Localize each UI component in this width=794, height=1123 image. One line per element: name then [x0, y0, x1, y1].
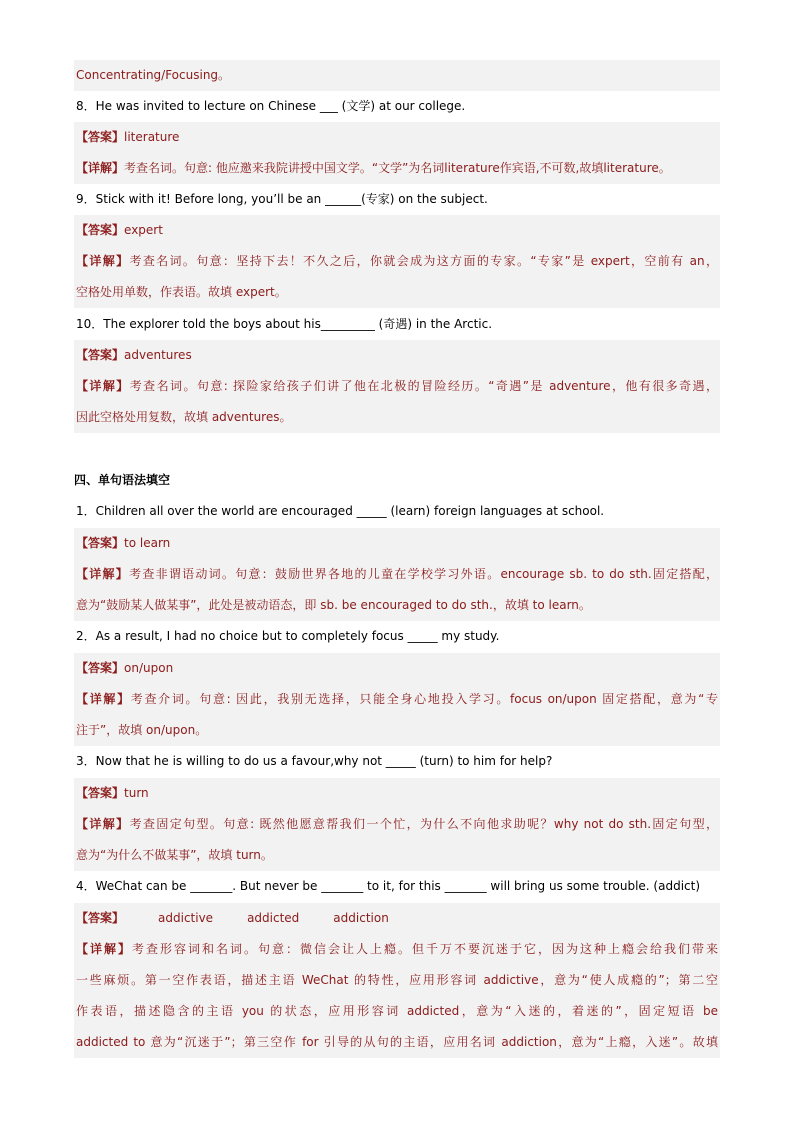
answer-label: 【答案】	[76, 786, 125, 800]
question-9	[74, 184, 720, 215]
section-heading	[74, 465, 720, 496]
question-text: 10．The explorer told the boys about his_________ (奇遇) in the Arctic.	[76, 317, 493, 331]
answer-value-3: addiction	[333, 911, 389, 925]
answer-value: turn	[124, 786, 149, 800]
answer-block-7-tail	[74, 60, 720, 91]
explanation-text: 考查名词。句意：坚持下去！不久之后，你就会成为这方面的专家。“专家”是 expert，空前有 an，	[129, 254, 718, 268]
answer-value: expert	[124, 223, 163, 237]
question-text: 2．As a result, I had no choice but to completely focus _____ my study.	[76, 629, 500, 643]
answer-value-1: addictive	[158, 911, 214, 925]
explanation-line: Concentrating/Focusing。	[76, 68, 231, 82]
explanation-text: 考查固定句型。句意: 既然他愿意帮我们一个忙，为什么不向他求助呢？why not do sth.固定句型，	[129, 817, 718, 831]
explanation-line: 一些麻烦。第一空作表语，描述主语 WeChat 的特性，应用形容词 addictive，意为“使人成瘾的”；第二空	[76, 973, 718, 987]
explanation-line	[74, 934, 720, 965]
answer-label: 【答案】	[76, 536, 125, 550]
answer-value: to learn	[124, 536, 171, 550]
question-text: 3．Now that he is willing to do us a favour,why not _____ (turn) to him for help?	[76, 754, 553, 768]
grammar-answer-block-4	[74, 903, 720, 1058]
explanation-text: 考查介词。句意: 因此，我别无选择，只能全身心地投入学习。focus on/upon 固定搭配，意为“专	[130, 692, 718, 706]
explanation-line: 意为“鼓励某人做某事”，此处是被动语态，即 sb. be encouraged to do sth.，故填 to learn。	[76, 598, 591, 612]
explanation-text: 考查非谓语动词。句意：鼓励世界各地的儿童在学校学习外语。encourage sb. to do sth.固定搭配，	[129, 567, 718, 581]
answer-label: 【答案】	[76, 348, 125, 362]
grammar-answer-block-1	[74, 528, 720, 621]
question-text: 8．He was invited to lecture on Chinese ___ (文学) at our college.	[76, 99, 466, 113]
grammar-answer-block-2	[74, 653, 720, 746]
explanation-text: 考查名词。句意: 探险家给孩子们讲了他在北极的冒险经历。“奇遇”是 adventure，他有很多奇遇，	[129, 379, 718, 393]
answer-line	[74, 778, 720, 809]
explanation-line	[74, 559, 720, 590]
answer-line	[74, 903, 720, 934]
grammar-answer-block-3	[74, 778, 720, 871]
explanation-label: 【详解】	[76, 567, 130, 581]
explanation-text: 考查名词。句意: 他应邀来我院讲授中国文学。“文学”为名词literature作宾语,不可数,故填literature。	[124, 161, 671, 175]
explanation-label: 【详解】	[76, 817, 130, 831]
explanation-line: addicted to 意为“沉迷于”；第三空作 for 引导的从句的主语，应用名词 addiction，意为“上瘾，入迷”。故填	[76, 1035, 718, 1049]
answer-line	[74, 340, 720, 371]
explanation-line	[74, 371, 720, 402]
question-text: 1．Children all over the world are encouraged _____ (learn) foreign languages at school.	[76, 504, 605, 518]
explanation-line: 空格处用单数，作表语。故填 expert。	[76, 285, 287, 299]
explanation-line	[74, 153, 720, 184]
explanation-line	[74, 684, 720, 715]
answer-value: on/upon	[124, 661, 174, 675]
grammar-question-1	[74, 496, 720, 527]
explanation-line: 因此空格处用复数，故填 adventures。	[76, 410, 292, 424]
explanation-line: 意为“为什么不做某事”，故填 turn。	[76, 848, 273, 862]
explanation-label: 【详解】	[76, 942, 132, 956]
grammar-question-3	[74, 746, 720, 777]
question-text: 9．Stick with it! Before long, you’ll be an ______(专家) on the subject.	[76, 192, 488, 206]
answer-block-10	[74, 340, 720, 433]
section-title: 四、单句语法填空	[74, 473, 171, 487]
explanation-text: 考查形容词和名词。句意：微信会让人上瘾。但千万不要沉迷于它，因为这种上瘾会给我们带来	[132, 942, 718, 956]
explanation-line: 作表语，描述隐含的主语 you 的状态，应用形容词 addicted，意为“入迷的，着迷的”，固定短语 be	[76, 1004, 718, 1018]
answer-label: 【答案】	[76, 223, 125, 237]
explanation-label: 【详解】	[76, 254, 130, 268]
answer-label: 【答案】	[76, 130, 125, 144]
answer-label: 【答案】	[76, 911, 125, 925]
answer-block-8	[74, 122, 720, 184]
explanation-label: 【详解】	[76, 379, 130, 393]
question-text: 4．WeChat can be _______. But never be _______ to it, for this _______ will bring us some trouble. (addict)	[76, 879, 701, 893]
explanation-line	[74, 246, 720, 277]
question-10	[74, 309, 720, 340]
explanation-line: 注于”，故填 on/upon。	[76, 723, 208, 737]
grammar-question-4	[74, 871, 720, 902]
answer-value: adventures	[124, 348, 192, 362]
answer-line	[74, 122, 720, 153]
answer-block-9	[74, 215, 720, 308]
explanation-label: 【详解】	[76, 161, 125, 175]
answer-line	[74, 653, 720, 684]
grammar-question-2	[74, 621, 720, 652]
explanation-line	[74, 809, 720, 840]
answer-line	[74, 215, 720, 246]
question-8	[74, 91, 720, 122]
answer-value-2: addicted	[247, 911, 300, 925]
answer-label: 【答案】	[76, 661, 125, 675]
answer-line	[74, 528, 720, 559]
answer-value: literature	[124, 130, 180, 144]
explanation-label: 【详解】	[76, 692, 131, 706]
